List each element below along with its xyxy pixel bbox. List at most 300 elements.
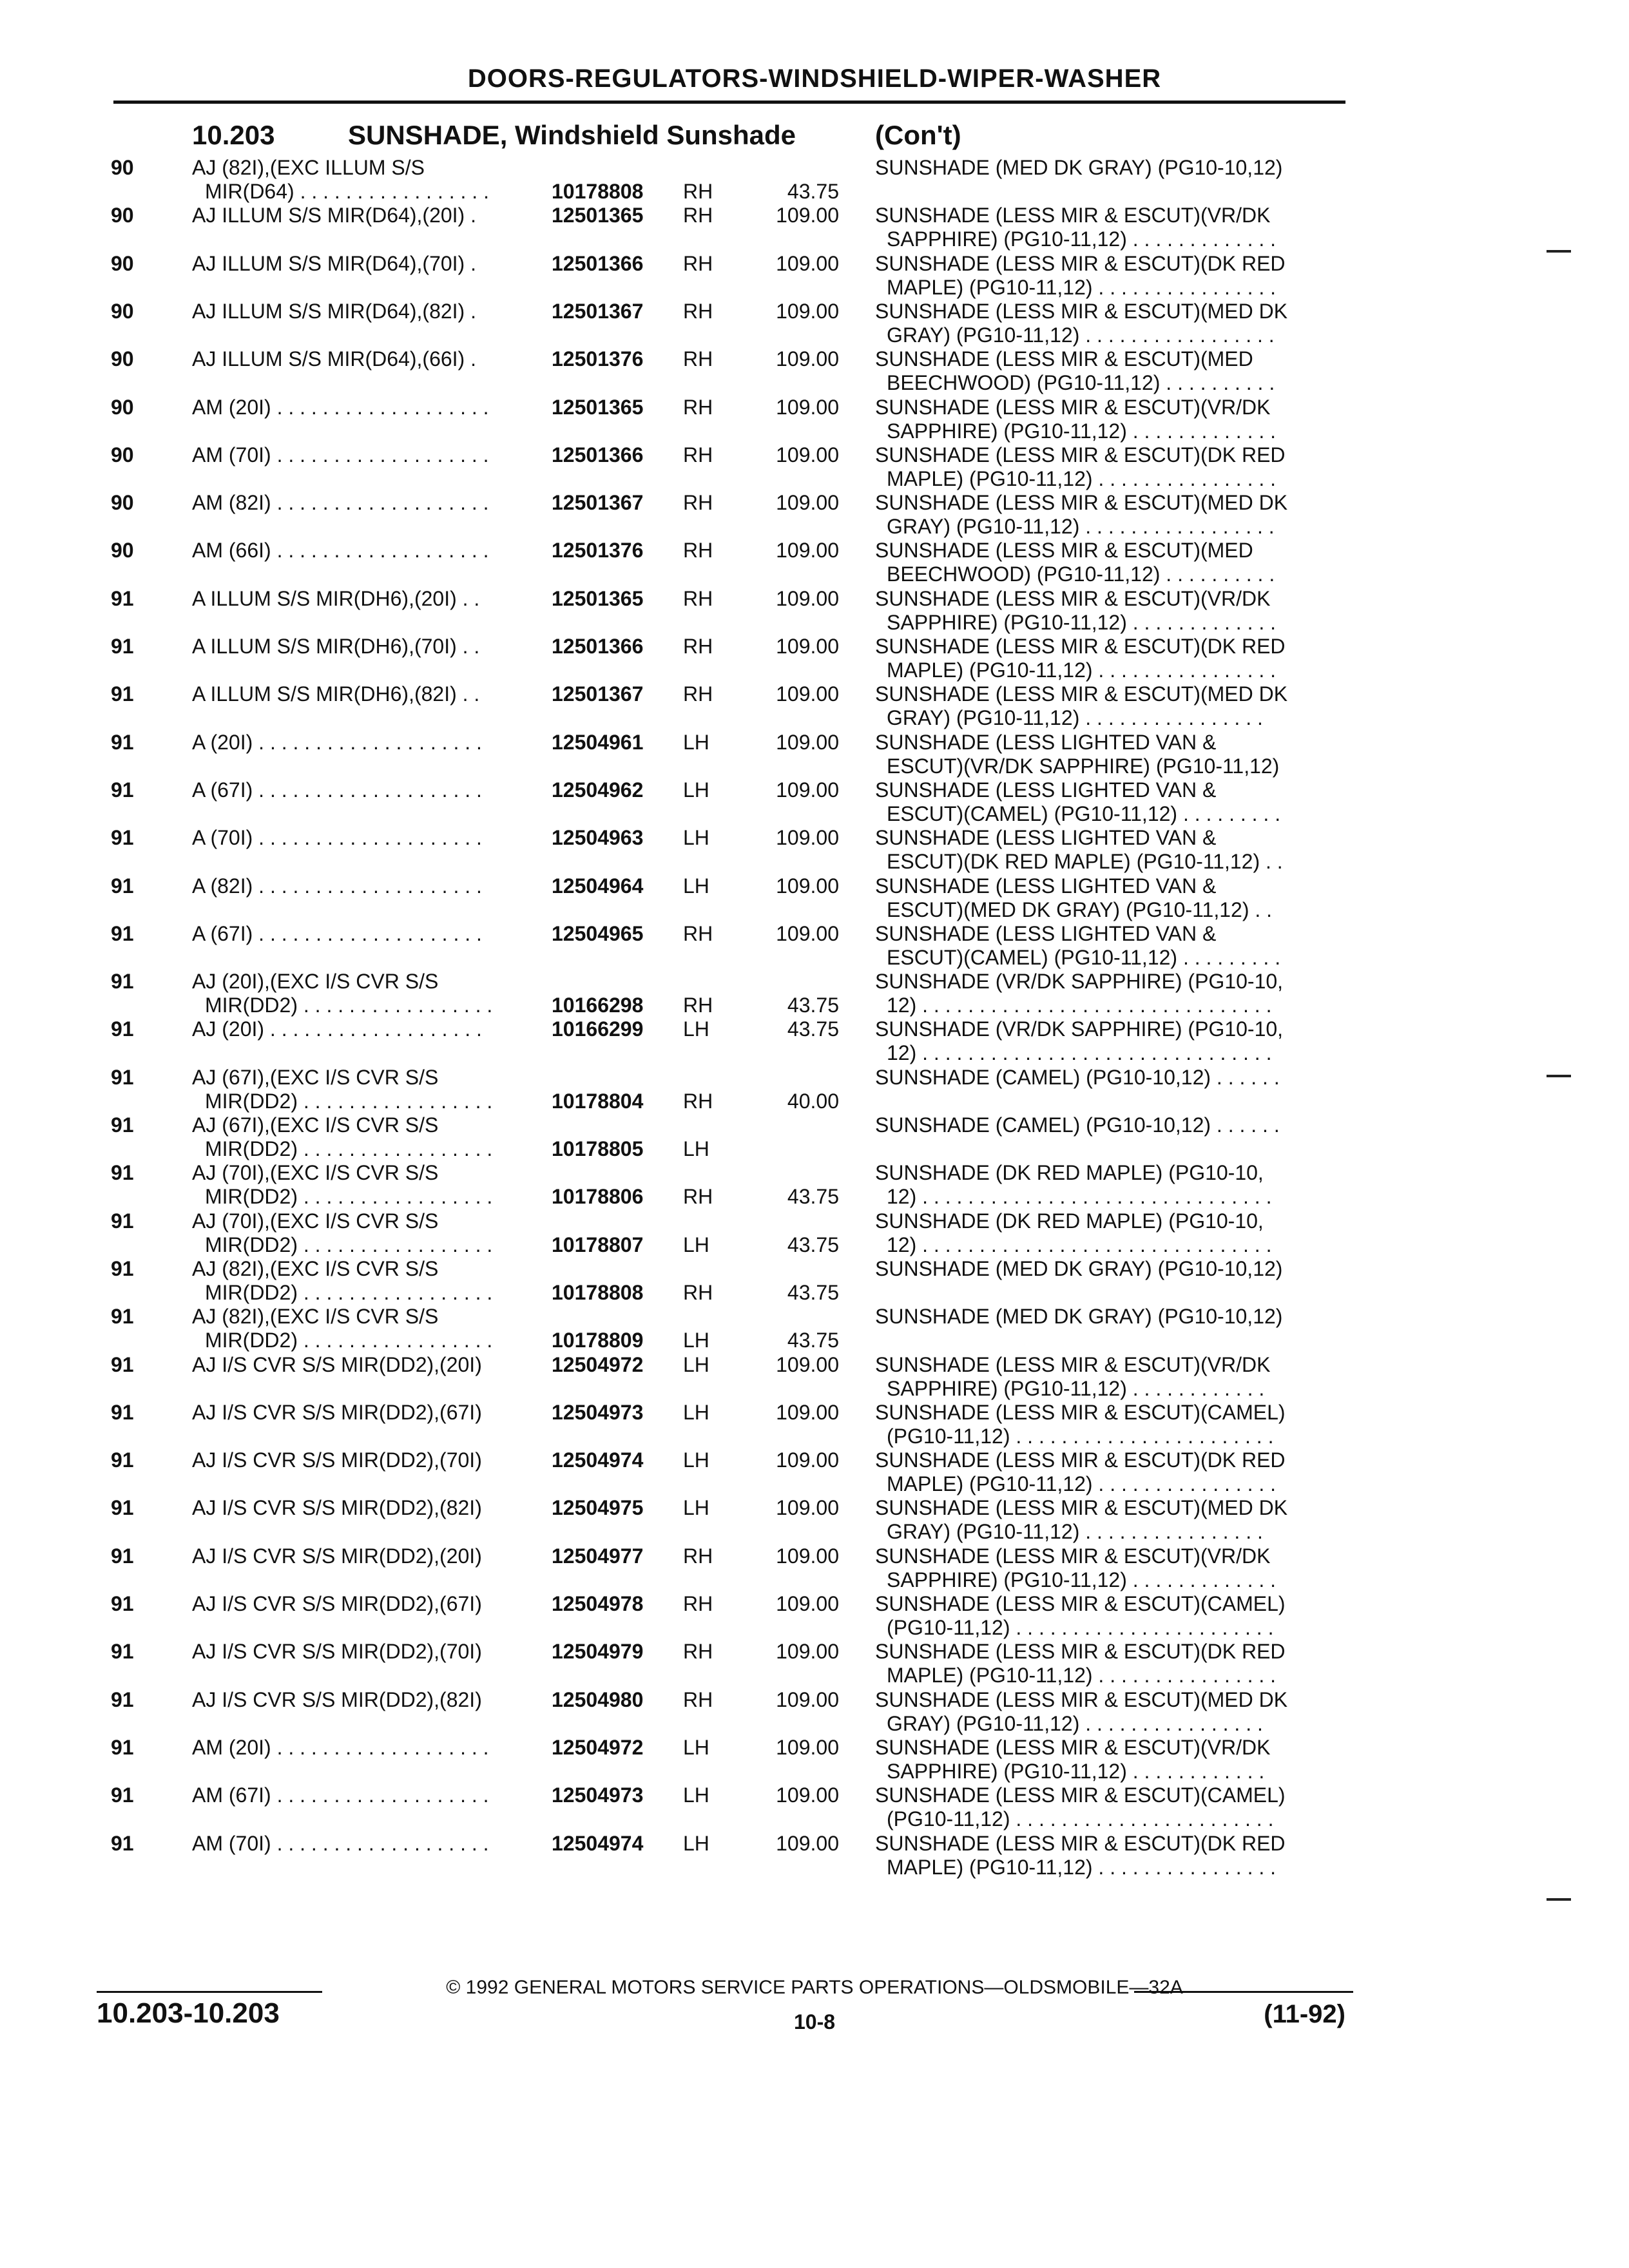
side: RH [683,1688,713,1711]
part-number: 10178807 [552,1233,644,1256]
price: 109.00 [776,635,839,658]
part-name: SUNSHADE (DK RED MAPLE) (PG10-10, [875,1209,1264,1233]
side: RH [683,994,713,1017]
table-row [0,396,1629,443]
part-name: SUNSHADE (LESS MIR & ESCUT)(MED [875,539,1253,562]
item-number: 90 [111,252,134,275]
table-row [0,1783,1629,1831]
table-row [0,1066,1629,1113]
item-number: 91 [111,682,134,706]
margin-mark [1547,250,1571,253]
price: 109.00 [776,731,839,754]
part-name: SUNSHADE (LESS MIR & ESCUT)(DK RED [875,1832,1286,1855]
part-number: 10178808 [552,1281,644,1304]
part-number: 12504962 [552,778,644,802]
side: RH [683,1592,713,1615]
part-number: 12504964 [552,874,644,898]
price: 109.00 [776,1592,839,1615]
usage-description-cont: MIR(DD2) . . . . . . . . . . . . . . . . . [205,994,493,1017]
part-name: SUNSHADE (LESS MIR & ESCUT)(MED DK [875,682,1288,706]
usage-description: AM (70I) . . . . . . . . . . . . . . . . . . . [192,1832,489,1855]
part-name: SUNSHADE (VR/DK SAPPHIRE) (PG10-10, [875,970,1284,993]
part-name: SUNSHADE (CAMEL) (PG10-10,12) . . . . . . [875,1066,1280,1089]
usage-description: AJ (20I) . . . . . . . . . . . . . . . . . . . [192,1017,482,1041]
side: LH [683,1353,709,1376]
part-name: SUNSHADE (VR/DK SAPPHIRE) (PG10-10, [875,1017,1284,1041]
part-name: SUNSHADE (LESS MIR & ESCUT)(DK RED [875,252,1286,275]
part-name: SUNSHADE (LESS MIR & ESCUT)(VR/DK [875,1544,1271,1568]
usage-description-cont: MIR(DD2) . . . . . . . . . . . . . . . . . [205,1233,493,1256]
side: LH [683,1329,709,1352]
part-name: SUNSHADE (LESS MIR & ESCUT)(MED DK [875,491,1288,514]
item-number: 91 [111,1353,134,1376]
part-name: SUNSHADE (LESS MIR & ESCUT)(MED DK [875,1688,1288,1711]
side: RH [683,587,713,610]
part-name-cont: 12) . . . . . . . . . . . . . . . . . . . . . . . . . . . . . . . [887,1233,1272,1256]
item-number: 91 [111,1688,134,1711]
price: 43.75 [787,1329,839,1352]
table-row [0,1353,1629,1401]
side: LH [683,1137,709,1160]
section-range: 10.203-10.203 [97,1997,280,2029]
part-number: 12501366 [552,252,644,275]
part-name-cont: GRAY) (PG10-11,12) . . . . . . . . . . . . . . . . . [887,515,1275,538]
price: 109.00 [776,1448,839,1472]
table-row [0,682,1629,730]
side: RH [683,180,713,203]
price: 109.00 [776,1736,839,1759]
price: 109.00 [776,347,839,370]
part-name: SUNSHADE (CAMEL) (PG10-10,12) . . . . . . [875,1113,1280,1137]
price: 43.75 [787,1281,839,1304]
side: RH [683,1640,713,1663]
side: LH [683,1233,709,1256]
price: 109.00 [776,587,839,610]
part-name-cont: ESCUT)(MED DK GRAY) (PG10-11,12) . . [887,898,1273,921]
price: 109.00 [776,1783,839,1807]
item-number: 91 [111,874,134,898]
usage-description: AM (20I) . . . . . . . . . . . . . . . . . . . [192,396,489,419]
table-row [0,539,1629,586]
usage-description: AJ (70I),(EXC I/S CVR S/S [192,1161,439,1184]
side: RH [683,491,713,514]
part-name-cont: MAPLE) (PG10-11,12) . . . . . . . . . . . . . . . . [887,276,1277,299]
side: RH [683,682,713,706]
item-number: 91 [111,826,134,849]
part-name: SUNSHADE (LESS MIR & ESCUT)(VR/DK [875,204,1271,227]
item-number: 91 [111,1736,134,1759]
part-name-cont: GRAY) (PG10-11,12) . . . . . . . . . . . . . . . . . [887,323,1275,347]
part-name-cont: MAPLE) (PG10-11,12) . . . . . . . . . . . . . . . . [887,658,1277,682]
usage-description: A (67I) . . . . . . . . . . . . . . . . . . . . [192,778,482,802]
usage-description: AJ (20I),(EXC I/S CVR S/S [192,970,439,993]
section-number: 10.203 [192,120,275,150]
table-row [0,1161,1629,1209]
part-name-cont: ESCUT)(DK RED MAPLE) (PG10-11,12) . . [887,850,1283,873]
part-name: SUNSHADE (LESS MIR & ESCUT)(VR/DK [875,1353,1271,1376]
part-name-cont: BEECHWOOD) (PG10-11,12) . . . . . . . . . . [887,371,1275,394]
price: 109.00 [776,204,839,227]
price: 43.75 [787,1185,839,1208]
table-row [0,491,1629,539]
part-number: 12501365 [552,396,644,419]
part-number: 12504972 [552,1736,644,1759]
page-title: DOORS-REGULATORS-WINDSHIELD-WIPER-WASHER [467,64,1162,93]
part-name-cont: MAPLE) (PG10-11,12) . . . . . . . . . . . . . . . . [887,1472,1277,1495]
part-name: SUNSHADE (LESS MIR & ESCUT)(MED DK [875,300,1288,323]
usage-description: AJ (67I),(EXC I/S CVR S/S [192,1066,439,1089]
usage-description: AJ I/S CVR S/S MIR(DD2),(20I) [192,1544,482,1568]
item-number: 91 [111,587,134,610]
item-number: 91 [111,1017,134,1041]
part-name-cont: GRAY) (PG10-11,12) . . . . . . . . . . . . . . . . [887,706,1263,729]
item-number: 91 [111,731,134,754]
part-name: SUNSHADE (LESS MIR & ESCUT)(DK RED [875,1448,1286,1472]
item-number: 91 [111,1592,134,1615]
part-number: 12501365 [552,204,644,227]
part-name-cont: ESCUT)(CAMEL) (PG10-11,12) . . . . . . . . . [887,946,1281,969]
table-row [0,1209,1629,1257]
part-name: SUNSHADE (LESS MIR & ESCUT)(VR/DK [875,1736,1271,1759]
side: RH [683,204,713,227]
part-number: 12504972 [552,1353,644,1376]
continued-label: (Con't) [875,120,961,150]
item-number: 91 [111,1832,134,1855]
item-number: 90 [111,300,134,323]
part-number: 12501376 [552,347,644,370]
part-number: 12504975 [552,1496,644,1519]
price: 43.75 [787,180,839,203]
usage-description: AJ ILLUM S/S MIR(D64),(70I) . [192,252,476,275]
item-number: 91 [111,1496,134,1519]
price: 109.00 [776,539,839,562]
table-row [0,347,1629,395]
usage-description: A ILLUM S/S MIR(DH6),(70I) . . [192,635,480,658]
price: 40.00 [787,1090,839,1113]
side: RH [683,443,713,466]
part-number: 12504965 [552,922,644,945]
part-name-cont: SAPPHIRE) (PG10-11,12) . . . . . . . . . . . . [887,1760,1265,1783]
part-number: 12501366 [552,443,644,466]
part-number: 12504973 [552,1401,644,1424]
side: LH [683,826,709,849]
part-name-cont: (PG10-11,12) . . . . . . . . . . . . . . . . . . . . . . . [887,1425,1274,1448]
usage-description: AJ (82I),(EXC ILLUM S/S [192,156,425,179]
table-row [0,1544,1629,1592]
price: 43.75 [787,1233,839,1256]
part-name: SUNSHADE (LESS MIR & ESCUT)(CAMEL) [875,1592,1286,1615]
part-name: SUNSHADE (LESS MIR & ESCUT)(VR/DK [875,396,1271,419]
table-row [0,252,1629,300]
usage-description: AJ I/S CVR S/S MIR(DD2),(67I) [192,1401,482,1424]
usage-description-cont: MIR(DD2) . . . . . . . . . . . . . . . . . [205,1185,493,1208]
part-number: 10178808 [552,180,644,203]
item-number: 90 [111,347,134,370]
part-name: SUNSHADE (LESS LIGHTED VAN & [875,922,1217,945]
part-name-cont: ESCUT)(CAMEL) (PG10-11,12) . . . . . . . . . [887,802,1281,825]
usage-description: A ILLUM S/S MIR(DH6),(82I) . . [192,682,480,706]
part-number: 10166298 [552,994,644,1017]
usage-description: AJ I/S CVR S/S MIR(DD2),(20I) [192,1353,482,1376]
part-name: SUNSHADE (LESS LIGHTED VAN & [875,874,1217,898]
part-number: 12504963 [552,826,644,849]
usage-description-cont: MIR(DD2) . . . . . . . . . . . . . . . . . [205,1281,493,1304]
table-row [0,874,1629,922]
usage-description: A (67I) . . . . . . . . . . . . . . . . . . . . [192,922,482,945]
usage-description: AM (66I) . . . . . . . . . . . . . . . . . . . [192,539,489,562]
usage-description: AJ I/S CVR S/S MIR(DD2),(67I) [192,1592,482,1615]
table-row [0,826,1629,874]
part-name: SUNSHADE (LESS MIR & ESCUT)(DK RED [875,1640,1286,1663]
item-number: 91 [111,970,134,993]
item-number: 91 [111,1448,134,1472]
part-name: SUNSHADE (LESS LIGHTED VAN & [875,778,1217,802]
usage-description-cont: MIR(DD2) . . . . . . . . . . . . . . . . . [205,1329,493,1352]
part-name: SUNSHADE (LESS MIR & ESCUT)(CAMEL) [875,1401,1286,1424]
part-number: 12501367 [552,491,644,514]
part-number: 12504979 [552,1640,644,1663]
part-name-cont: ESCUT)(VR/DK SAPPHIRE) (PG10-11,12) [887,754,1280,778]
side: RH [683,635,713,658]
part-name-cont: SAPPHIRE) (PG10-11,12) . . . . . . . . . . . . . [887,611,1277,634]
part-name: SUNSHADE (LESS MIR & ESCUT)(VR/DK [875,587,1271,610]
price: 109.00 [776,396,839,419]
section-name: SUNSHADE, Windshield Sunshade [348,120,796,150]
part-number: 10178806 [552,1185,644,1208]
table-row [0,587,1629,635]
table-row [0,1448,1629,1496]
margin-mark [1547,1075,1571,1077]
side: RH [683,1281,713,1304]
part-name-cont: 12) . . . . . . . . . . . . . . . . . . . . . . . . . . . . . . . [887,1041,1272,1064]
table-row [0,1736,1629,1783]
usage-description: AJ ILLUM S/S MIR(D64),(20I) . [192,204,476,227]
item-number: 91 [111,1113,134,1137]
table-row [0,1832,1629,1879]
table-row [0,1688,1629,1736]
price: 109.00 [776,1640,839,1663]
part-name-cont: MAPLE) (PG10-11,12) . . . . . . . . . . . . . . . . [887,1664,1277,1687]
part-name-cont: SAPPHIRE) (PG10-11,12) . . . . . . . . . . . . . [887,227,1277,251]
part-number: 12501365 [552,587,644,610]
table-row [0,300,1629,347]
part-name: SUNSHADE (LESS MIR & ESCUT)(DK RED [875,443,1286,466]
part-number: 10178805 [552,1137,644,1160]
side: LH [683,1017,709,1041]
side: LH [683,731,709,754]
header-rule [113,101,1345,104]
side: LH [683,1401,709,1424]
part-name-cont: 12) . . . . . . . . . . . . . . . . . . . . . . . . . . . . . . . [887,994,1272,1017]
part-name-cont: MAPLE) (PG10-11,12) . . . . . . . . . . . . . . . . [887,467,1277,490]
side: RH [683,1544,713,1568]
part-number: 12504977 [552,1544,644,1568]
table-row [0,443,1629,491]
part-name: SUNSHADE (LESS MIR & ESCUT)(CAMEL) [875,1783,1286,1807]
part-name-cont: GRAY) (PG10-11,12) . . . . . . . . . . . . . . . . [887,1712,1263,1735]
part-number: 10178809 [552,1329,644,1352]
item-number: 91 [111,1640,134,1663]
usage-description: AJ I/S CVR S/S MIR(DD2),(82I) [192,1688,482,1711]
price: 109.00 [776,874,839,898]
part-number: 10178804 [552,1090,644,1113]
item-number: 91 [111,1066,134,1089]
usage-description: AJ I/S CVR S/S MIR(DD2),(70I) [192,1448,482,1472]
item-number: 91 [111,1305,134,1328]
item-number: 90 [111,204,134,227]
part-name: SUNSHADE (LESS MIR & ESCUT)(MED DK [875,1496,1288,1519]
table-row [0,1401,1629,1448]
table-row [0,1640,1629,1687]
date-code: (11-92) [1264,2000,1345,2028]
usage-description: AJ ILLUM S/S MIR(D64),(82I) . [192,300,476,323]
usage-description: AM (67I) . . . . . . . . . . . . . . . . . . . [192,1783,489,1807]
usage-description: AJ (67I),(EXC I/S CVR S/S [192,1113,439,1137]
item-number: 91 [111,922,134,945]
part-name: SUNSHADE (MED DK GRAY) (PG10-10,12) [875,1305,1283,1328]
table-row [0,731,1629,778]
table-row [0,1257,1629,1305]
part-name: SUNSHADE (LESS MIR & ESCUT)(MED [875,347,1253,370]
part-number: 12504973 [552,1783,644,1807]
price: 109.00 [776,491,839,514]
side: RH [683,347,713,370]
usage-description: A (20I) . . . . . . . . . . . . . . . . . . . . [192,731,482,754]
part-number: 12504974 [552,1448,644,1472]
price: 109.00 [776,1832,839,1855]
price: 109.00 [776,443,839,466]
side: LH [683,874,709,898]
usage-description: A (82I) . . . . . . . . . . . . . . . . . . . . [192,874,482,898]
side: RH [683,539,713,562]
item-number: 91 [111,1257,134,1280]
part-number: 12501366 [552,635,644,658]
table-row [0,1017,1629,1065]
table-row [0,1113,1629,1161]
item-number: 90 [111,491,134,514]
side: LH [683,1832,709,1855]
part-number: 10166299 [552,1017,644,1041]
table-row [0,204,1629,251]
side: RH [683,300,713,323]
price: 109.00 [776,252,839,275]
usage-description: AM (82I) . . . . . . . . . . . . . . . . . . . [192,491,489,514]
price: 109.00 [776,1544,839,1568]
copyright-line: © 1992 GENERAL MOTORS SERVICE PARTS OPERATIONS—OLDSMOBILE—32A [446,1977,1183,1998]
part-name-cont: SAPPHIRE) (PG10-11,12) . . . . . . . . . . . . . [887,1568,1277,1591]
part-name-cont: BEECHWOOD) (PG10-11,12) . . . . . . . . . . [887,562,1275,586]
item-number: 90 [111,156,134,179]
side: RH [683,252,713,275]
item-number: 91 [111,635,134,658]
price: 109.00 [776,778,839,802]
side: LH [683,1783,709,1807]
table-row [0,922,1629,970]
price: 109.00 [776,1353,839,1376]
side: RH [683,1090,713,1113]
side: RH [683,396,713,419]
price: 43.75 [787,994,839,1017]
usage-description: AJ I/S CVR S/S MIR(DD2),(70I) [192,1640,482,1663]
part-name-cont: (PG10-11,12) . . . . . . . . . . . . . . . . . . . . . . . [887,1807,1274,1831]
part-name: SUNSHADE (DK RED MAPLE) (PG10-10, [875,1161,1264,1184]
table-row [0,635,1629,682]
item-number: 91 [111,1161,134,1184]
usage-description: AM (20I) . . . . . . . . . . . . . . . . . . . [192,1736,489,1759]
part-number: 12501367 [552,300,644,323]
side: LH [683,1496,709,1519]
price: 109.00 [776,826,839,849]
price: 109.00 [776,922,839,945]
item-number: 91 [111,1401,134,1424]
table-row [0,1592,1629,1640]
part-number: 12504978 [552,1592,644,1615]
part-name-cont: (PG10-11,12) . . . . . . . . . . . . . . . . . . . . . . . [887,1616,1274,1639]
price: 109.00 [776,1401,839,1424]
side: RH [683,922,713,945]
table-row [0,1305,1629,1352]
item-number: 91 [111,1209,134,1233]
table-row [0,156,1629,204]
usage-description: A (70I) . . . . . . . . . . . . . . . . . . . . [192,826,482,849]
part-number: 12504974 [552,1832,644,1855]
price: 43.75 [787,1017,839,1041]
part-name: SUNSHADE (LESS LIGHTED VAN & [875,731,1217,754]
item-number: 90 [111,443,134,466]
table-row [0,1496,1629,1544]
usage-description: AM (70I) . . . . . . . . . . . . . . . . . . . [192,443,489,466]
price: 109.00 [776,682,839,706]
usage-description: A ILLUM S/S MIR(DH6),(20I) . . [192,587,480,610]
price: 109.00 [776,1688,839,1711]
usage-description: AJ (70I),(EXC I/S CVR S/S [192,1209,439,1233]
usage-description: AJ I/S CVR S/S MIR(DD2),(82I) [192,1496,482,1519]
side: LH [683,778,709,802]
side: LH [683,1448,709,1472]
item-number: 91 [111,1544,134,1568]
part-name: SUNSHADE (LESS MIR & ESCUT)(DK RED [875,635,1286,658]
part-name: SUNSHADE (MED DK GRAY) (PG10-10,12) [875,156,1283,179]
side: LH [683,1736,709,1759]
item-number: 91 [111,1783,134,1807]
item-number: 91 [111,778,134,802]
part-number: 12504980 [552,1688,644,1711]
usage-description-cont: MIR(DD2) . . . . . . . . . . . . . . . . . [205,1137,493,1160]
part-name-cont: 12) . . . . . . . . . . . . . . . . . . . . . . . . . . . . . . . [887,1185,1272,1208]
price: 109.00 [776,1496,839,1519]
price: 109.00 [776,300,839,323]
margin-mark [1547,1898,1571,1901]
part-number: 12504961 [552,731,644,754]
page-number: 10-8 [793,2010,836,2033]
usage-description-cont: MIR(DD2) . . . . . . . . . . . . . . . . . [205,1090,493,1113]
part-name-cont: MAPLE) (PG10-11,12) . . . . . . . . . . . . . . . . [887,1856,1277,1879]
usage-description-cont: MIR(D64) . . . . . . . . . . . . . . . . . [205,180,489,203]
part-name-cont: SAPPHIRE) (PG10-11,12) . . . . . . . . . . . . . [887,419,1277,443]
part-name-cont: SAPPHIRE) (PG10-11,12) . . . . . . . . . . . . [887,1377,1265,1400]
usage-description: AJ (82I),(EXC I/S CVR S/S [192,1305,439,1328]
table-row [0,778,1629,826]
part-number: 12501367 [552,682,644,706]
item-number: 90 [111,539,134,562]
part-name: SUNSHADE (LESS LIGHTED VAN & [875,826,1217,849]
table-row [0,970,1629,1017]
part-name: SUNSHADE (MED DK GRAY) (PG10-10,12) [875,1257,1283,1280]
usage-description: AJ ILLUM S/S MIR(D64),(66I) . [192,347,476,370]
part-name-cont: GRAY) (PG10-11,12) . . . . . . . . . . . . . . . . [887,1520,1263,1543]
side: RH [683,1185,713,1208]
usage-description: AJ (82I),(EXC I/S CVR S/S [192,1257,439,1280]
